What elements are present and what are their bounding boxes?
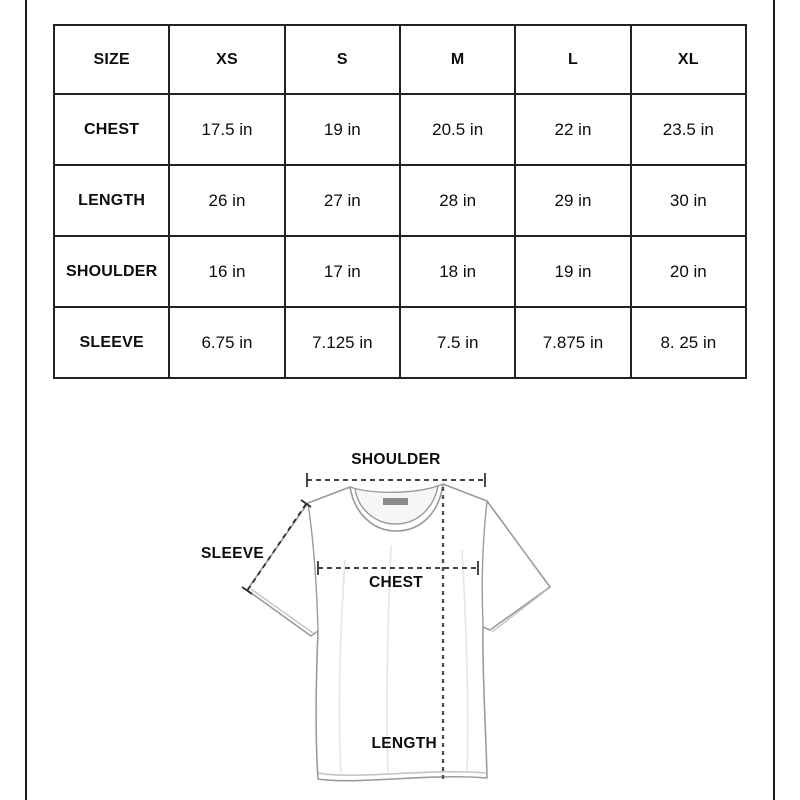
shoulder-dimension-line bbox=[307, 473, 485, 487]
cell-chest-xs: 17.5 in bbox=[169, 94, 284, 165]
sleeve-dimension-label: SLEEVE bbox=[201, 545, 264, 562]
row-label-shoulder: SHOULDER bbox=[54, 236, 169, 307]
cell-chest-s: 19 in bbox=[285, 94, 400, 165]
chest-dimension-label: CHEST bbox=[368, 574, 424, 591]
col-header-xl: XL bbox=[631, 25, 746, 94]
cell-length-xl: 30 in bbox=[631, 165, 746, 236]
neck-tag bbox=[383, 498, 408, 505]
cell-chest-l: 22 in bbox=[515, 94, 630, 165]
cell-length-m: 28 in bbox=[400, 165, 515, 236]
cell-shoulder-s: 17 in bbox=[285, 236, 400, 307]
row-label-chest: CHEST bbox=[54, 94, 169, 165]
col-header-size: SIZE bbox=[54, 25, 169, 94]
shoulder-dimension-label: SHOULDER bbox=[351, 451, 441, 468]
col-header-l: L bbox=[515, 25, 630, 94]
col-header-s: S bbox=[285, 25, 400, 94]
row-label-sleeve: SLEEVE bbox=[54, 307, 169, 378]
length-dimension-label: LENGTH bbox=[371, 735, 437, 752]
col-header-xs: XS bbox=[169, 25, 284, 94]
col-header-m: M bbox=[400, 25, 515, 94]
cell-sleeve-s: 7.125 in bbox=[285, 307, 400, 378]
cell-sleeve-l: 7.875 in bbox=[515, 307, 630, 378]
cell-length-xs: 26 in bbox=[169, 165, 284, 236]
cell-shoulder-m: 18 in bbox=[400, 236, 515, 307]
cell-length-l: 29 in bbox=[515, 165, 630, 236]
cell-length-s: 27 in bbox=[285, 165, 400, 236]
cell-sleeve-xs: 6.75 in bbox=[169, 307, 284, 378]
cell-shoulder-l: 19 in bbox=[515, 236, 630, 307]
cell-chest-xl: 23.5 in bbox=[631, 94, 746, 165]
cell-sleeve-m: 7.5 in bbox=[400, 307, 515, 378]
row-label-length: LENGTH bbox=[54, 165, 169, 236]
cell-chest-m: 20.5 in bbox=[400, 94, 515, 165]
cell-shoulder-xs: 16 in bbox=[169, 236, 284, 307]
cell-sleeve-xl: 8. 25 in bbox=[631, 307, 746, 378]
cell-shoulder-xl: 20 in bbox=[631, 236, 746, 307]
